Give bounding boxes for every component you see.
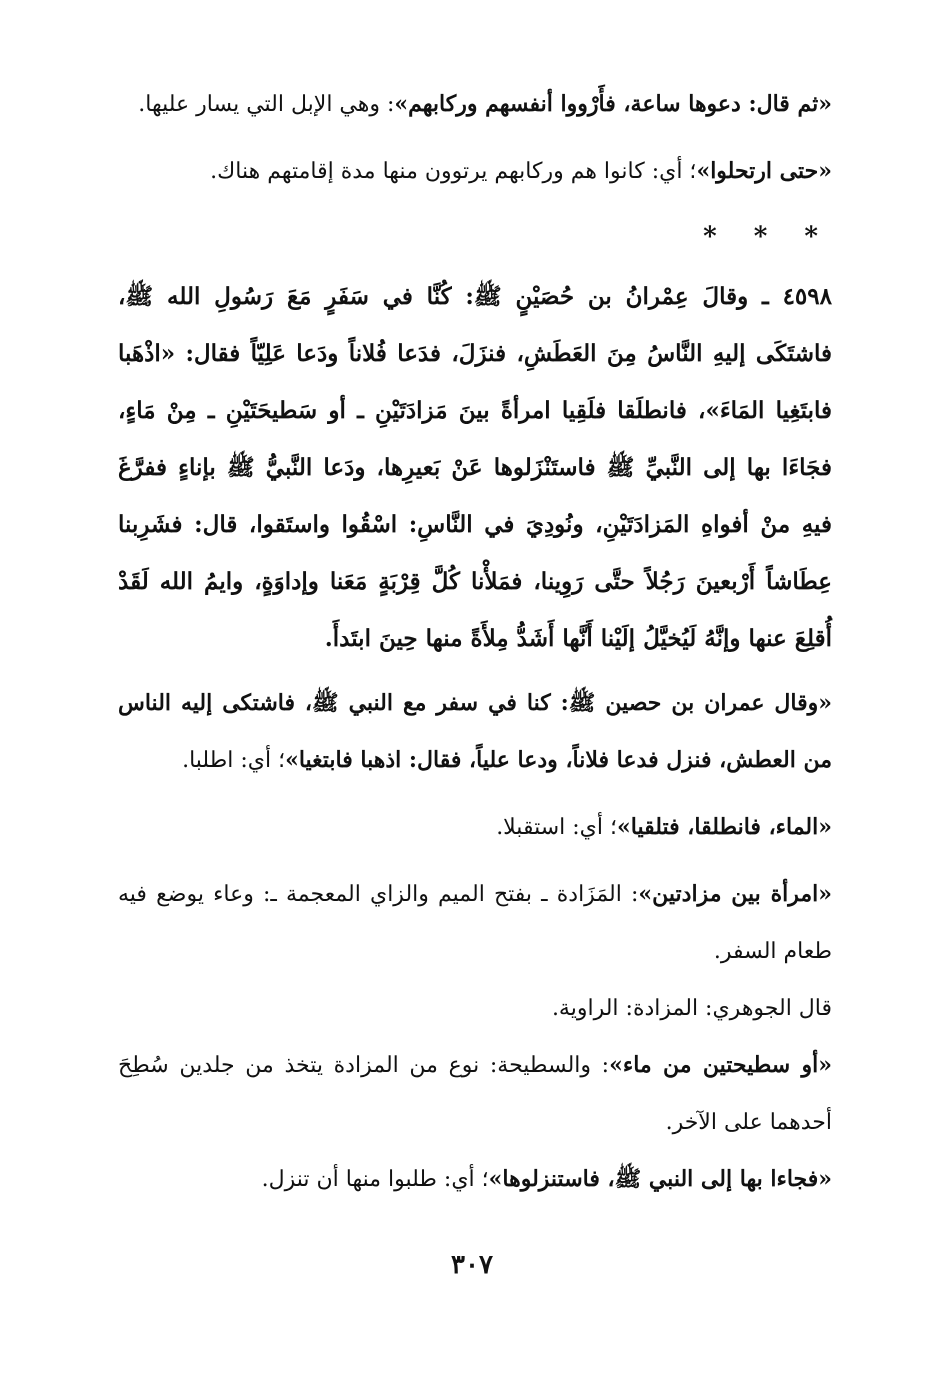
page-number: ٣٠٧ (451, 1250, 493, 1280)
quoted-text: «وقال عمران بن حصين ﷺ: كنا في سفر مع النبي ﷺ، فاشتكى إليه الناس من العطش، فنزل فدعا فلاناً، ودعا علياً، فقال: اذهبا فابتغيا» (118, 690, 832, 773)
quoted-text: «فجاءا بها إلى النبي ﷺ، فاستنزلوها» (488, 1166, 832, 1192)
commentary-text: ؛ أي: استقبلا. (496, 815, 617, 840)
hadith-text: ٤٥٩٨ ـ وقالَ عِمْرانُ بن حُصَيْنٍ ﷺ: كُنَّا في سَفَرٍ مَعَ رَسُولِ الله ﷺ، فاشتَكَى إليهِ النَّاسُ مِنَ العَطَشِ، فنزَلَ، فدَعا فُلاناً ودَعا عَلِيّاً فقال: «اذْهَبا فابتَغِيا المَاءَ»، فانطلَقا فلَقِيا امرأةً بينَ مَزادَتَيْنِ ـ أو سَطيحَتَيْنِ ـ مِنْ مَاءٍ، فجَاءَا بها إلى النَّبيِّ ﷺ فاستَنْزَلوها عَنْ بَعيرِها، ودَعا النَّبيُّ ﷺ بإناءٍ ففرَّغَ فيهِ منْ أفواهِ المَزادَتَيْنِ، ونُودِيَ في النَّاسِ: اسْقُوا واستَقوا، قال: فشَرِبنا عِطَاشاً أَرْبعينَ رَجُلاً حتَّى رَوِينا، فمَلأْنا كُلَّ قِرْبَةٍ مَعَنا وإداوَةٍ، وايمُ الله لَقَدْ أُقلِعَ عنها وإنَّهُ لَيُخيَّلُ إلَيْنا أَنَّها أَشَدُّ مِلأَةً منها حِينَ ابتَدأَ. (118, 283, 832, 652)
commentary-text: قال الجوهري: المزادة: الراوية. (551, 996, 832, 1021)
paragraph-7 (118, 1037, 832, 1151)
paragraph-6 (118, 980, 832, 1037)
quoted-text: «امرأة بين مزادتين» (638, 881, 832, 907)
commentary-text: : والسطيحة: نوع من المزادة يتخذ من جلدين سُطِحَ أحدهما على الآخر. (118, 1053, 832, 1135)
paragraph-5 (118, 866, 832, 980)
commentary-text: : المَزَادة ـ بفتح الميم والزاي المعجمة ـ: وعاء يوضع فيه طعام السفر. (118, 882, 832, 964)
page-content (118, 76, 832, 1208)
commentary-text: ؛ أي: اطلبا. (182, 748, 286, 773)
section-separator: * * * (703, 222, 832, 252)
quoted-text: «حتى ارتحلوا» (696, 158, 832, 184)
paragraph-2 (118, 143, 832, 200)
commentary-text: : وهي الإبل التي يسار عليها. (138, 92, 395, 117)
commentary-text: ؛ أي: كانوا هم وركابهم يرتوون منها مدة إقامتهم هناك. (210, 159, 697, 184)
commentary-text: ؛ أي: طلبوا منها أن تنزل. (261, 1167, 489, 1192)
paragraph-8 (118, 1151, 832, 1208)
paragraph-3 (118, 675, 832, 789)
quoted-text: «الماء، فانطلقا، فتلقيا» (616, 814, 832, 840)
paragraph-1 (118, 76, 832, 133)
quoted-text: «أو سطيحتين من ماء» (609, 1052, 833, 1078)
quoted-text: «ثم قال: دعوها ساعة، فأَرْووا أنفسهم وركابهم» (394, 91, 832, 117)
paragraph-4 (118, 799, 832, 856)
